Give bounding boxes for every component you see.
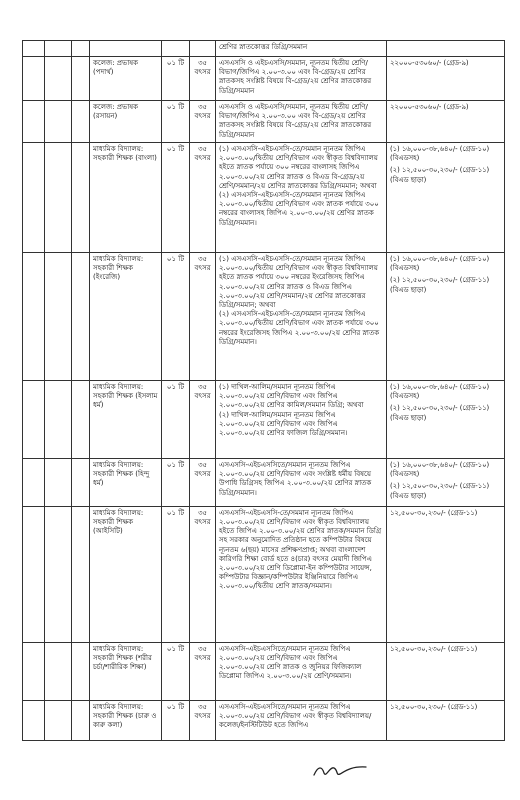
age-limit-cell: ৩৫ বৎসর (190, 101, 216, 143)
post-name-cell: মাধ্যমিক বিদ্যালয়: সহকারী শিক্ষক (বাংলা) (90, 143, 162, 253)
qualification-text: (১) এসএসসি-এইচএসসি-তে/সমমান ন্যূনতম জিপিএ ২.০০-৩.০০/দ্বিতীয় শ্রেণি/বিভাগ এবং স্বীকৃত বিশ্ববিদ্যালয় হইতে স্নাতক পর্যায়ে ৩০০ নম্বরের বাংলাসহ জিপিএ ২.০০-৩.০০/২য় শ্রেণির স্নাতক ও বিএড বি-গ্রেড/২য় শ্রেণি/সমমান/২য় শ্রেণির স্নাতকোত্তর ডিগ্রি/সমমান; অথবা (219, 145, 378, 190)
table-row (23, 459, 505, 507)
age-limit-cell (190, 41, 216, 57)
table-row (23, 700, 505, 740)
qualification-text: শ্রেণির স্নাতকোত্তর ডিগ্রি/সমমান (219, 43, 308, 51)
table-row (23, 253, 505, 381)
qualification-cell (216, 253, 387, 381)
qualification-cell (216, 642, 387, 700)
post-name-cell: মাধ্যমিক বিদ্যালয়: সহকারী শিক্ষক (চারু ও কারু কলা) (90, 700, 162, 740)
empty-cell (45, 253, 72, 381)
qualification-text: এসএসসি-এইচএসসিতে/সমমান ন্যূনতম জিপিএ ২.০০-৩.০০/২য় শ্রেণি/বিভাগ এবং সংশ্লিষ্ট ধর্মীয় বিষয়ে উপাধি ডিগ্রিসহ জিপিএ ২.০০-৩.০০/২য় শ্রেণির স্নাতক ডিগ্রি/সমমান। (219, 461, 372, 497)
pay-scale-cell (387, 506, 505, 642)
qualification-cell (216, 57, 387, 101)
qualification-text: এসএসসি-এইচএসসিতে/সমমান ন্যূনতম জিপিএ ২.০০-৩.০০/২য় শ্রেণি/বিভাগ এবং জিপিএ ২.০০-৩.০০/২য় শ্রেণি স্নাতক ও জুনিয়র ফিজিক্যাল ডিপ্লোমা জিপিএ ২.০০-৩.০০/২য় শ্রেণি/সমমান। (219, 644, 362, 681)
pay-scale-cell (387, 253, 505, 381)
qualification-text: (২) এসএসসি-এইচএসসি-তে/সমমান ন্যূনতম জিপিএ ২.০০-৩.০০/দ্বিতীয় শ্রেণি/বিভাগ এবং স্নাতক পর্যায়ে ৩০০ নম্বরের ইংরেজিসহ জিপিএ ২.০০-৩.০০/২য় শ্রেণির স্নাতক ডিগ্রি/সমমান। (219, 310, 380, 346)
post-count-cell: ০১ টি (162, 700, 190, 740)
qualification-text: এসএসসি-এইচএসসি-তে/সমমান ন্যূনতম জিপিএ ২.০০-৩.০০/২য় শ্রেণি/বিভাগ এবং স্বীকৃত বিশ্ববিদ্যালয় হইতে জিপিএ ২.০০-৩.০০/২য় শ্রেণির স্নাতক/সমমান ডিগ্রি সহ সরকার অনুমোদিত প্রতিষ্ঠান হতে কম্পিউটার বিষয়ে ন্যূনতম ৬(ছয়) মাসের প্রশিক্ষণপ্রাপ্ত; অথবা বাংলাদেশ কারিগরি শিক্ষা বোর্ড হতে ৪(চার) বৎসর মেয়াদী জিপিএ ২.০০-৩.০০/২য় শ্রেণি ডিপ্লোমা-ইন কম্পিউটার সায়েন্স, কম্পিউটার বিজ্ঞান/কম্পিউটার ইঞ্জিনিয়ারে জিপিএ ২.০০-৩.০০/দ্বিতীয় শ্রেণি স্নাতক/সমমান। (219, 508, 382, 591)
qualification-cell (216, 506, 387, 642)
table-row (23, 41, 505, 57)
pay-scale-cell (387, 381, 505, 459)
qualification-text: (১) দাখিল-আলিম/সমমান ন্যূনতম জিপিএ ২.০০-৩.০০/২য় শ্রেণি/বিভাগ এবং জিপিএ ২.০০-৩.০০/২য় শ্রেণির কামিল/সমমান ডিগ্রি; অথবা (219, 383, 364, 410)
empty-cell (45, 101, 72, 143)
empty-cell (23, 57, 45, 101)
post-name-cell: মাধ্যমিক বিদ্যালয়: সহকারী শিক্ষক (হিন্দু ধর্ম) (90, 459, 162, 507)
table-row (23, 57, 505, 101)
qualification-cell (216, 41, 387, 57)
pay-scale-text: ১২,৫০০-৩০,২৩০/- (গ্রেড-১১) (390, 644, 478, 653)
post-name-cell: কলেজ: প্রভাষক (রসায়ন) (90, 101, 162, 143)
empty-cell (72, 506, 90, 642)
empty-cell (45, 700, 72, 740)
qualification-text: (২) এসএসসি-এইচএসসি-তে/সমমান ন্যূনতম জিপিএ ২.০০-৩.০০/দ্বিতীয় শ্রেণি/বিভাগ এবং স্নাতক পর্যায়ে ৩০০ নম্বরের বাংলাসহ জিপিএ ২.০০-৩.০০/২য় শ্রেণির স্নাতক ডিগ্রি/সমমান। (219, 191, 379, 227)
pay-scale-text: (১) ১৬,০০০-৩৮,৬৪০/- (গ্রেড-১০) (বিএডসহ) (390, 255, 490, 273)
empty-cell (45, 642, 72, 700)
post-count-cell: ০১ টি (162, 381, 190, 459)
empty-cell (23, 700, 45, 740)
table-row (23, 101, 505, 143)
post-name-cell: মাধ্যমিক বিদ্যালয়: সহকারী শিক্ষক (ইসলাম ধর্ম) (90, 381, 162, 459)
pay-scale-text: (২) ১২,৫০০-৩০,২৩০/- (গ্রেড-১১) (বিএড ছাড়া) (390, 276, 490, 294)
empty-cell (72, 700, 90, 740)
post-count-cell: ০১ টি (162, 101, 190, 143)
table-row (23, 506, 505, 642)
empty-cell (72, 459, 90, 507)
qualification-text: এসএসসি ও এইচএসসি/সমমান, ন্যূনতম দ্বিতীয় শ্রেণি/বিভাগ/জিপিএ ২.০০-৩.০০ এবং বি-গ্রেড/২য় শ্রেণির স্নাতকসহ সংশ্লিষ্ট বিষয়ে বি-গ্রেড/২য় শ্রেণির স্নাতকোত্তর ডিগ্রি/সমমান (219, 103, 372, 139)
age-limit-cell: ৩৫ বৎসর (190, 253, 216, 381)
pay-scale-text: ২২০০০-৫৩০৬০/- (গ্রেড-৯) (390, 59, 469, 67)
post-count-cell: ০১ টি (162, 506, 190, 642)
empty-cell (45, 41, 72, 57)
age-limit-cell: ৩৫ বৎসর (190, 700, 216, 740)
age-limit-cell: ৩৫ বৎসর (190, 642, 216, 700)
recruitment-table (22, 40, 505, 741)
pay-scale-text: ১২,৫০০-৩০,২৩০/- (গ্রেড-১১) (390, 702, 478, 711)
post-count-cell: ০১ টি (162, 57, 190, 101)
empty-cell (23, 642, 45, 700)
post-count-cell: ০১ টি (162, 143, 190, 253)
empty-cell (72, 57, 90, 101)
post-name-cell: কলেজ: প্রভাষক (পদার্থ) (90, 57, 162, 101)
post-name-cell (90, 41, 162, 57)
pay-scale-text: (১) ১৬,০০০-৩৮,৬৪০/- (গ্রেড-১০) (বিএডসহ) (390, 145, 490, 163)
empty-cell (23, 459, 45, 507)
age-limit-cell: ৩৫ বৎসর (190, 459, 216, 507)
qualification-cell (216, 143, 387, 253)
pay-scale-cell (387, 642, 505, 700)
empty-cell (72, 253, 90, 381)
pay-scale-text: (২) ১২,৫০০-৩০,২৩০/- (গ্রেড-১১) (বিএড ছাড়া) (390, 166, 490, 184)
pay-scale-text: (২) ১২,৫০০-৩০,২৩০/- (গ্রেড-১১) (বিএড ছাড়া) (390, 482, 490, 500)
pay-scale-cell (387, 101, 505, 143)
empty-cell (23, 506, 45, 642)
post-name-cell: মাধ্যমিক বিদ্যালয়: সহকারী শিক্ষক (ইংরেজি) (90, 253, 162, 381)
qualification-cell (216, 381, 387, 459)
post-name-cell: মাধ্যমিক বিদ্যালয়: সহকারী শিক্ষক (আইসিটি) (90, 506, 162, 642)
signature (310, 758, 370, 780)
pay-scale-cell (387, 41, 505, 57)
pay-scale-cell (387, 700, 505, 740)
age-limit-cell: ৩৫ বৎসর (190, 57, 216, 101)
age-limit-cell: ৩৫ বৎসর (190, 143, 216, 253)
empty-cell (72, 381, 90, 459)
empty-cell (45, 143, 72, 253)
empty-cell (23, 101, 45, 143)
empty-cell (45, 57, 72, 101)
pay-scale-text: ২২০০০-৫৩০৬০/- (গ্রেড-৯) (390, 103, 469, 111)
post-count-cell (162, 41, 190, 57)
empty-cell (45, 459, 72, 507)
pay-scale-text: (১) ১৬,০০০-৩৮,৬৪০/- (গ্রেড-১০) (বিএডসহ) (390, 461, 490, 479)
table-row (23, 381, 505, 459)
empty-cell (45, 381, 72, 459)
qualification-cell (216, 700, 387, 740)
post-count-cell: ০১ টি (162, 459, 190, 507)
qualification-text: এসএসসি-এইচএসসিতে/সমমান ন্যূনতম জিপিএ ২.০০-৩.০০/২য় শ্রেণি/বিভাগ এবং স্বীকৃত বিশ্ববিদ্যালয়/কলেজ/ইনস্টিটিউট হতে জিপিএ (219, 702, 372, 730)
empty-cell (72, 642, 90, 700)
empty-cell (72, 41, 90, 57)
pay-scale-text: (২) ১২,৫০০-৩০,২৩০/- (গ্রেড-১১) (বিএড ছাড়া) (390, 404, 490, 422)
pay-scale-cell (387, 143, 505, 253)
qualification-cell (216, 101, 387, 143)
empty-cell (72, 101, 90, 143)
empty-cell (23, 143, 45, 253)
empty-cell (23, 41, 45, 57)
pay-scale-cell (387, 57, 505, 101)
post-name-cell: মাধ্যমিক বিদ্যালয়: সহকারী শিক্ষক (শরীর চর্চা/শারীরিক শিক্ষা) (90, 642, 162, 700)
qualification-text: (২) দাখিল-আলিম/সমমান ন্যূনতম জিপিএ ২.০০-৩.০০/২য় শ্রেণি/বিভাগ এবং জিপিএ ২.০০-৩.০০/২য় শ্রেণির ফাজিল ডিগ্রি/সমমান। (219, 410, 348, 438)
age-limit-cell: ৩৫ বৎসর (190, 381, 216, 459)
qualification-cell (216, 459, 387, 507)
table-row (23, 143, 505, 253)
age-limit-cell: ৩৫ বৎসর (190, 506, 216, 642)
pay-scale-text: (১) ১৬,০০০-৩৮,৬৪০/- (গ্রেড-১০) (বিএডসহ) (390, 383, 490, 401)
pay-scale-text: ১২,৫০০-৩০,২৩০/- (গ্রেড-১১) (390, 508, 478, 517)
post-count-cell: ০১ টি (162, 253, 190, 381)
empty-cell (72, 143, 90, 253)
empty-cell (45, 506, 72, 642)
pay-scale-cell (387, 459, 505, 507)
table-row (23, 642, 505, 700)
qualification-text: (১) এসএসসি-এইচএসসি-তে/সমমান ন্যূনতম জিপিএ ২.০০-৩.০০/দ্বিতীয় শ্রেণি/বিভাগ এবং স্বীকৃত বিশ্ববিদ্যালয় হইতে স্নাতক পর্যায়ে ৩০০ নম্বরের ইংরেজিসহ জিপিএ ২.০০-৩.০০/২য় শ্রেণির স্নাতক ও বিএড জিপিএ ২.০০-৩.০০/২য় শ্রেণি/সমমান/২য় শ্রেণির স্নাতকোত্তর ডিগ্রি/সমমান; অথবা (219, 255, 378, 310)
qualification-text: এসএসসি ও এইচএসসি/সমমান, ন্যূনতম দ্বিতীয় শ্রেণি/বিভাগ/জিপিএ ২.০০-৩.০০ এবং বি-গ্রেড/২য় শ্রেণির স্নাতকসহ সংশ্লিষ্ট বিষয়ে বি-গ্রেড/২য় শ্রেণির স্নাতকোত্তর ডিগ্রি/সমমান (219, 59, 372, 95)
empty-cell (23, 253, 45, 381)
post-count-cell: ০১ টি (162, 642, 190, 700)
empty-cell (23, 381, 45, 459)
